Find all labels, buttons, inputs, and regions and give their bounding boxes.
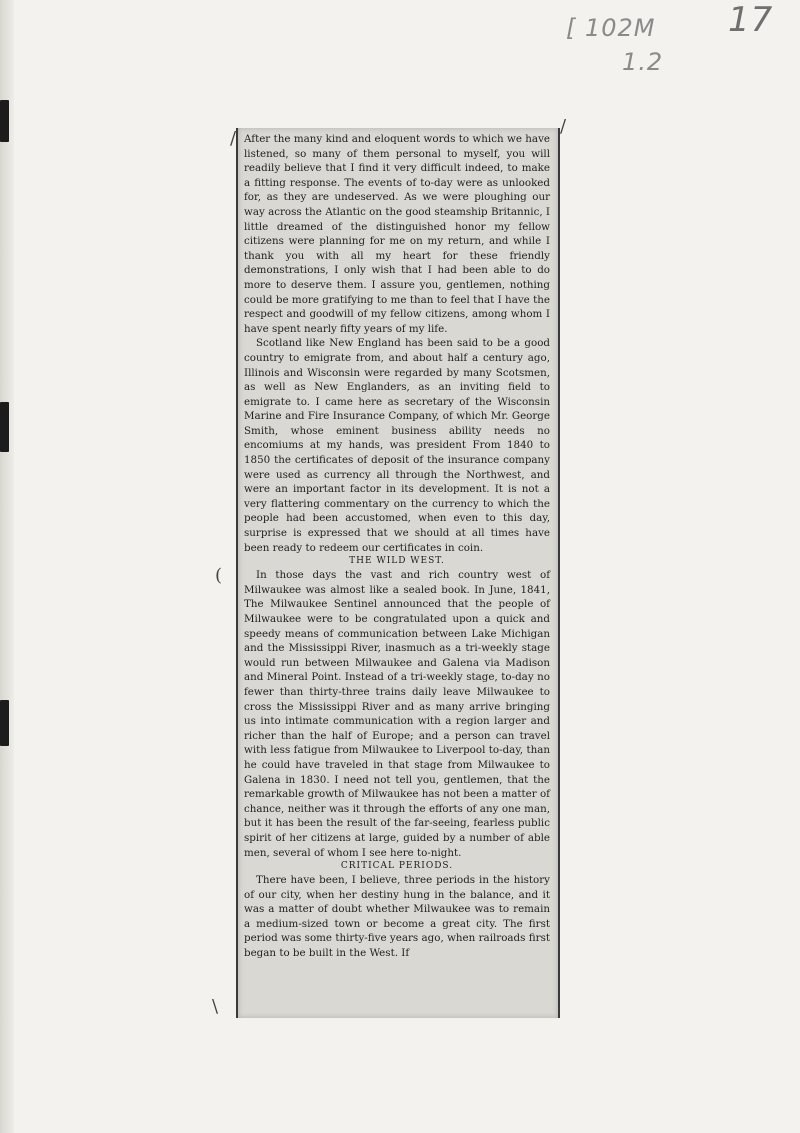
article-paragraph: Scotland like New England has been said to be a good country to emigrate from, and about half a century ago, Illinois and Wisconsin were regarded by many Scotsmen, as well as New Englanders, as an inviting field to emigrate to. I came here as secretary of the Wisconsin Marine and Fire Insurance Company, of which Mr. George Smith, whose eminent business ability needs no encomiums at my hands, was president From 1840 to 1850 the certificates of deposit of the insurance company were used as currency all through the Northwest, and were an important factor in its development. It is not a very flattering commentary on the currency to which the people had been accustomed, when even to this day, surprise is expressed that we should at all times have been ready to redeem our certificates in coin. [244, 337, 550, 554]
binder-mark [0, 100, 9, 142]
pencil-mark: ( [215, 565, 223, 586]
article-paragraph: After the many kind and eloquent words to which we have listened, so many of them personal to myself, you will readily believe that I find it very difficult indeed, to make a fitting response. The events of to-day were as unlooked for, as they are undeserved. As we were ploughing our way across the Atlantic on the good steamship Britannic, I little dreamed of the distinguished honor my fellow citizens were planning for me on my return, and while I thank you with all my heart for these friendly demonstrations, I only wish that I had been able to do more to deserve them. I assure you, gentlemen, nothing could be more gratifying to me than to feel that I have the respect and goodwill of my fellow citizens, among whom I have spent nearly fifty years of my life. [244, 133, 550, 335]
section-heading: CRITICAL PERIODS. [340, 861, 454, 872]
pencil-mark: / [230, 128, 237, 149]
handwritten-annotation-number: 17 [728, 0, 774, 40]
pencil-mark: / [560, 116, 567, 137]
article-column [244, 132, 550, 961]
handwritten-annotation: 1.2 [622, 48, 664, 76]
article-paragraph: In those days the vast and rich country west of Milwaukee was almost like a sealed book. In June, 1841, The Milwaukee Sentinel announced that the people of Milwaukee were to be congratulated upon a quick and speedy means of communication between Lake Michigan and the Mississippi River, inasmuch as a tri-weekly stage would run between Milwaukee and Galena via Madison and Mineral Point. Instead of a tri-weekly stage, to-day no fewer than thirty-three trains daily leave Milwaukee to cross the Mississippi River and as many arrive bringing us into intimate communication with a region larger and richer than the half of Europe; and a person can travel with less fatigue from Milwaukee to Liverpool to-day, than he could have traveled in that stage from Milwaukee to Galena in 1830. I need not tell you, gentlemen, that the remarkable growth of Milwaukee has not been a matter of chance, neither was it through the efforts of any one man, but it has been the result of the far-seeing, fearless public spirit of her citizens at large, guided by a number of able men, several of whom I see here to-night. [244, 569, 550, 859]
section-heading: THE WILD WEST. [349, 556, 445, 567]
pencil-mark: \ [212, 996, 219, 1017]
binder-mark [0, 402, 9, 452]
article-paragraph: There have been, I believe, three periods in the history of our city, when her destiny hung in the balance, and it was a matter of doubt whether Milwaukee was to remain a medium-sized town or become a great city. The first period was some thirty-five years ago, when railroads first began to be built in the West. If [244, 874, 550, 960]
binder-mark [0, 700, 9, 746]
page-edge [0, 0, 14, 1133]
handwritten-annotation: [ 102M [566, 14, 656, 42]
newspaper-clipping [236, 128, 560, 1018]
